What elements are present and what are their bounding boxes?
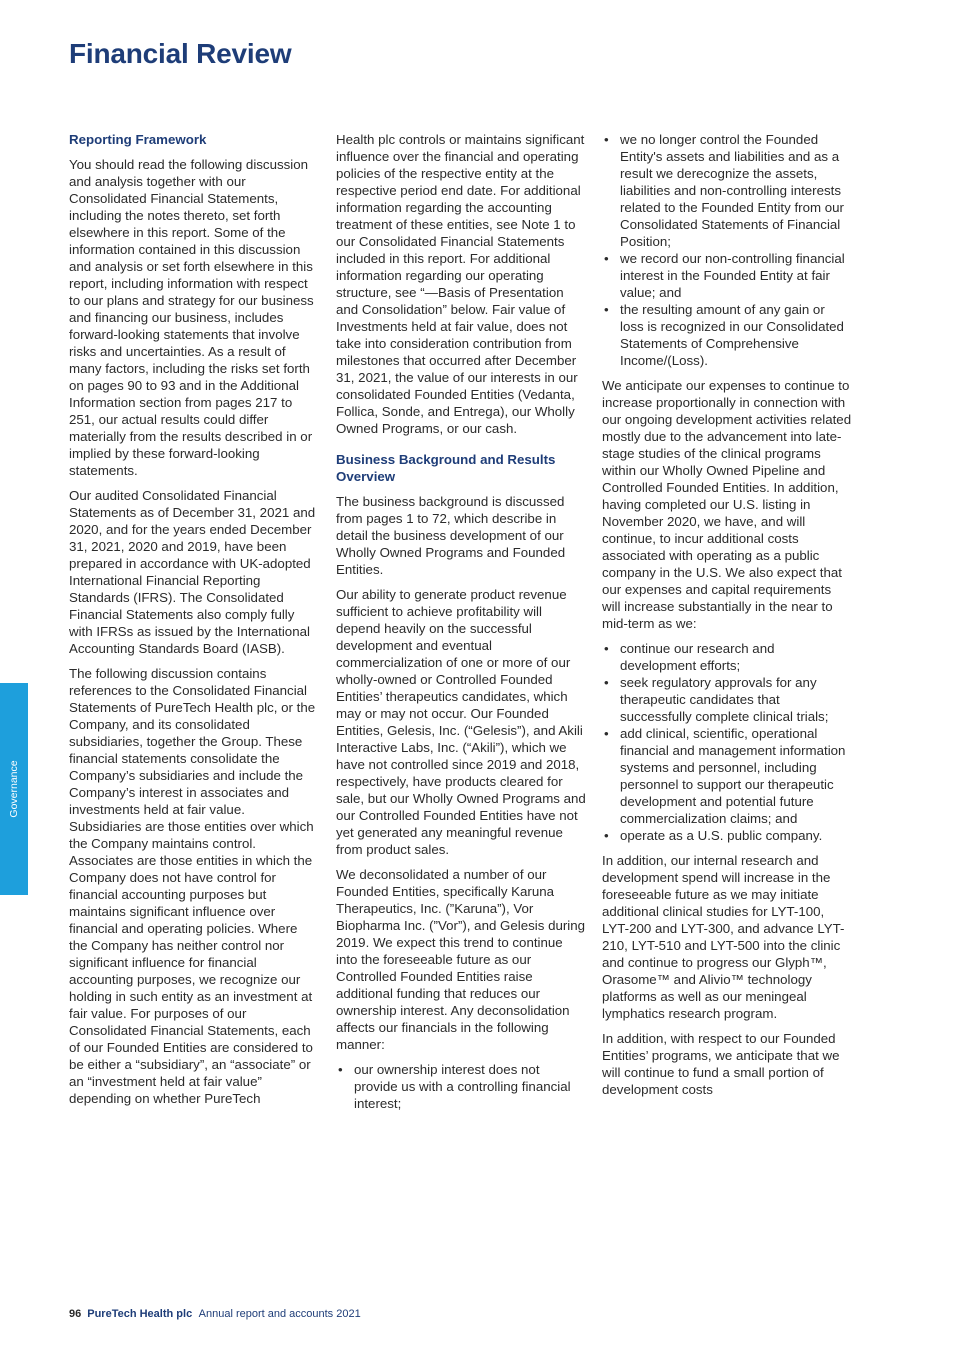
section-heading-business-background: Business Background and Results Overview [336, 452, 556, 484]
paragraph: We deconsolidated a number of our Founded Entities, specifically Karuna Therapeutics, Inc. (”Karuna”), Vor Biopharma Inc. (”Vor”), and Gelesis during 2019. We expect this trend to continue into the foreseeable future as our Controlled Founded Entities raise additional funding that reduces our ownership interest. Any deconsolidation affects our financials in the following manner: [336, 867, 586, 1052]
section-tab[interactable] [0, 683, 28, 895]
list-item: • seek regulatory approvals for any therapeutic candidates that successfully complete clinical trials; [602, 674, 852, 725]
bullet-list [602, 640, 852, 844]
section-heading-reporting-framework: Reporting Framework [69, 132, 207, 147]
list-item: • our ownership interest does not provide us with a controlling financial interest; [336, 1061, 586, 1112]
list-item: • operate as a U.S. public company. [602, 827, 852, 844]
bullet-list [602, 131, 852, 369]
list-item: • the resulting amount of any gain or loss is recognized in our Consolidated Statements of Comprehensive Income/(Loss). [602, 301, 852, 369]
paragraph: The following discussion contains references to the Consolidated Financial Statements of PureTech Health plc, or the Company, and its consolidated subsidiaries, together the Group. These financial statements consolidate the Company’s subsidiaries and include the Company’s interest in associates and investments held at fair value. Subsidiaries are those entities over which the Company maintains control. Associates are those entities in which the Company does not have control for financial accounting purposes but maintains significant influence over financial and operating policies. Where the Company has neither control nor significant influence for financial accounting purposes, we recognize our holding in such entity as an investment at fair value. For purposes of our Consolidated Financial Statements, each of our Founded Entities are considered to be either a “subsidiary”, an “associate” or an “investment held at fair value” depending on whether PureTech [69, 666, 316, 1106]
paragraph: Our audited Consolidated Financial Statements as of December 31, 2021 and 2020, and for the years ended December 31, 2021, 2020 and 2019, have been prepared in accordance with UK-adopted International Financial Reporting Standards (IFRS). The Consolidated Financial Statements also comply fully with IFRSs as issued by the International Accounting Standards Board (IASB). [69, 488, 316, 656]
bullet-list [336, 1061, 586, 1112]
paragraph: You should read the following discussion and analysis together with our Consolidated Financial Statements, including the notes thereto, set forth elsewhere in this report. Some of the information contained in this discussion and analysis or set forth elsewhere in this report, including information with respect to our plans and strategy for our business and financing our business, includes forward-looking statements that involve risks and uncertainties. As a result of many factors, including the risks set forth on pages 90 to 93 and in the Additional Information section from pages 217 to 251, our actual results could differ materially from the results described in or implied by these forward-looking statements. [69, 157, 314, 478]
list-item: • we record our non-controlling financial interest in the Founded Entity at fair value; and [602, 250, 852, 301]
paragraph: Our ability to generate product revenue sufficient to achieve profitability will depend heavily on the successful development and eventual commercialization of one or more of our wholly-owned or Controlled Founded Entities’ therapeutics candidates, which may or may not occur. Our Founded Entities, Gelesis, Inc. (“Gelesis”), and Akili Interactive Labs, Inc. (“Akili”), which we have not controlled since 2019 and 2018, respectively, have products cleared for sale, but our Wholly Owned Programs and our Controlled Founded Entities have not yet generated any meaningful revenue from product sales. [336, 587, 586, 857]
column-2 [336, 131, 586, 1120]
list-item: • add clinical, scientific, operational financial and management information systems and personnel, including personnel to support our therapeutic development and potential future commercialization claims; and [602, 725, 852, 827]
page-number: 96 [69, 1308, 82, 1320]
paragraph: Health plc controls or maintains significant influence over the financial and operating policies of the respective entity at the respective period end date. For additional information regarding the accounting treatment of these entities, see Note 1 to our Consolidated Financial Statements included in this report. For additional information regarding our operating structure, see “—Basis of Presentation and Consolidation” below. Fair value of Investments held at fair value, does not take into consideration contribution from milestones that occurred after December 31, 2021, the value of our interests in our consolidated Founded Entities (Vedanta, Follica, Sonde, and Entrega), our Wholly Owned Programs, or our cash. [336, 132, 585, 436]
column-3 [602, 131, 852, 1106]
list-item: • continue our research and development efforts; [602, 640, 852, 674]
paragraph: We anticipate our expenses to continue to increase proportionally in connection with our ongoing development activities related mostly due to the advancement into late-stage studies of the clinical programs within our Wholly Owned Pipeline and Controlled Founded Entities. In addition, having completed our U.S. listing in November 2020, we have, and will continue, to incur additional costs associated with operating as a public company in the U.S. We also expect that our expenses and capital requirements will increase substantially in the near to mid-term as we: [602, 378, 852, 631]
report-name: Annual report and accounts 2021 [198, 1308, 361, 1320]
section-tab-label: Governance [8, 760, 20, 818]
paragraph: In addition, with respect to our Founded Entities’ programs, we anticipate that we will continue to fund a small portion of development costs [602, 1031, 840, 1097]
paragraph: The business background is discussed from pages 1 to 72, which describe in detail the business development of our Wholly Owned Programs and Founded Entities. [336, 494, 566, 577]
company-name: PureTech Health plc [87, 1308, 193, 1320]
page-title: Financial Review [69, 38, 292, 69]
column-1 [69, 131, 319, 1115]
page-footer [69, 1308, 361, 1320]
paragraph: In addition, our internal research and development spend will increase in the foreseeable future as we may initiate additional clinical studies for LYT-100, LYT-200 and LYT-300, and advance LYT-210, LYT-510 and LYT-500 into the clinic and continue to progress our Glyph™, Orasome™ and Alivio™ technology platforms as well as our meningeal lymphatics research program. [602, 853, 845, 1021]
list-item: • we no longer control the Founded Entity's assets and liabilities and as a result we derecognize the assets, liabilities and non-controlling interests related to the Founded Entity from our Consolidated Statements of Financial Position; [602, 131, 852, 250]
